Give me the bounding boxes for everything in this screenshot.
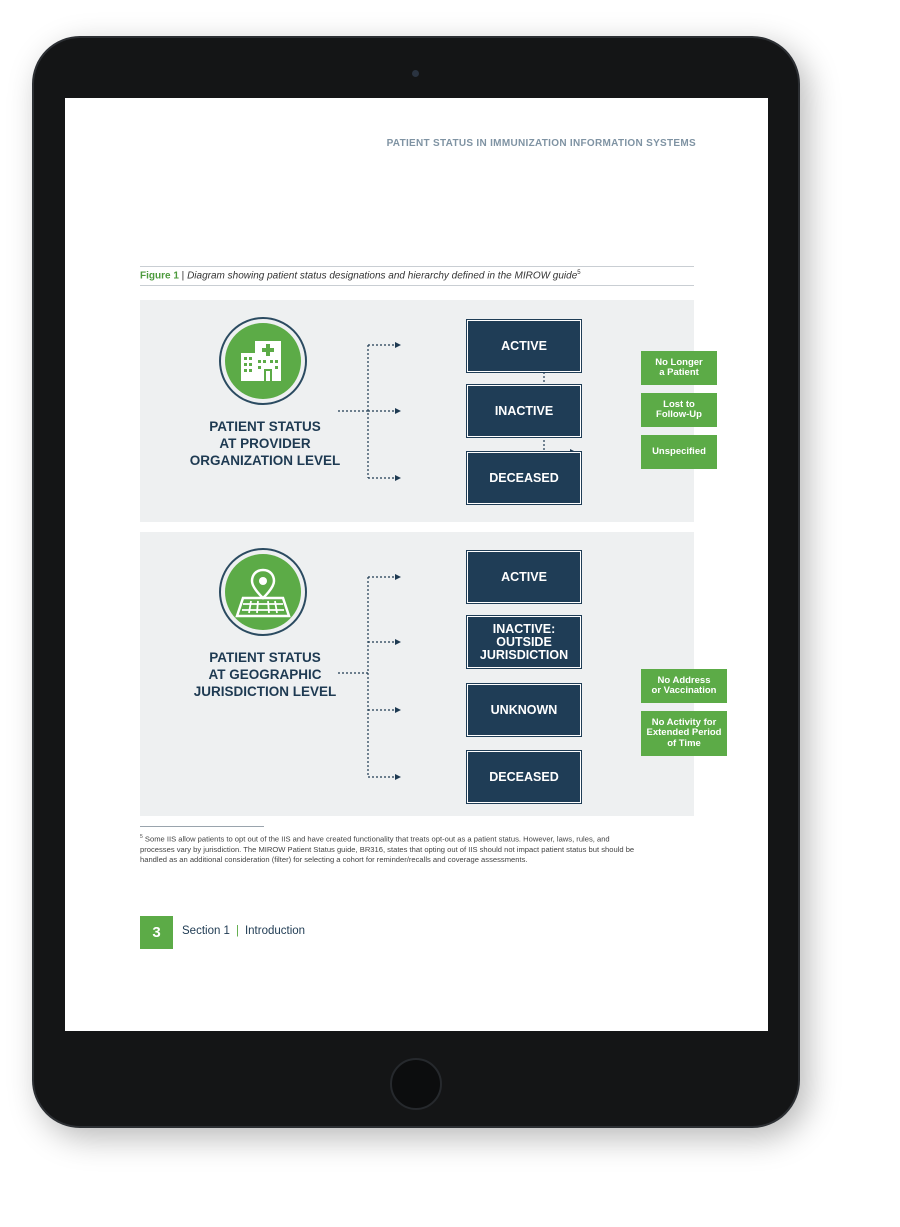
- camera-icon: [412, 70, 419, 77]
- status-unknown: UNKNOWN: [467, 684, 581, 736]
- section-label: Section 1: [182, 925, 230, 937]
- status-deceased: DECEASED: [467, 452, 581, 504]
- status-active: ACTIVE: [467, 551, 581, 603]
- caption-rule-bottom: [140, 285, 694, 286]
- geographic-connectors: [140, 532, 694, 816]
- status-active: ACTIVE: [467, 320, 581, 372]
- footnote-rule: [140, 826, 264, 827]
- chapter-label: Introduction: [244, 925, 306, 937]
- status-inactive: INACTIVE: [467, 385, 581, 437]
- reason-lost-to-follow-up: Lost to Follow-Up: [641, 393, 717, 427]
- footer-divider: |: [235, 925, 239, 937]
- figure-caption: [140, 270, 581, 281]
- status-inactive-outside-jurisdiction: INACTIVE: OUTSIDE JURISDICTION: [467, 616, 581, 668]
- figure-caption-text: Diagram showing patient status designations and hierarchy defined in the MIROW guide: [187, 270, 578, 282]
- reason-no-activity-extended-period: No Activity for Extended Period of Time: [641, 711, 727, 756]
- reason-unspecified: Unspecified: [641, 435, 717, 469]
- provider-level-panel: [140, 300, 706, 522]
- document-page: [65, 98, 768, 1031]
- page-number: 3: [140, 916, 173, 949]
- home-button[interactable]: [390, 1058, 442, 1110]
- reason-no-address-or-vaccination: No Address or Vaccination: [641, 669, 727, 703]
- caption-rule-top: [140, 266, 694, 267]
- geographic-level-panel: [140, 532, 722, 816]
- provider-level-title: PATIENT STATUS AT PROVIDER ORGANIZATION LEVEL: [189, 419, 341, 468]
- running-header: PATIENT STATUS IN IMMUNIZATION INFORMATION SYSTEMS: [386, 138, 696, 149]
- reason-no-longer-patient: No Longer a Patient: [641, 351, 717, 385]
- figure-separator: |: [178, 270, 188, 282]
- status-deceased: DECEASED: [467, 751, 581, 803]
- footnote: $^5$ Some IIS allow patients to opt out of the IIS and have created functionality that treats opt-out as a patient status. However, laws, rules, and processes vary by jurisdiction. The MIROW Patient Status guide, BR316, states that opting out of IIS should not impact patient status but should be handled as an additional consideration (filter) for selecting a cohort for reminder/recalls and coverage assessments.: [140, 834, 635, 864]
- footnote-marker: 5: [140, 834, 143, 840]
- footnote-ref: 5: [577, 270, 581, 276]
- provider-connectors: [140, 300, 694, 522]
- geographic-level-title: PATIENT STATUS AT GEOGRAPHIC JURISDICTION LEVEL: [193, 650, 337, 699]
- page-footer: [182, 925, 305, 937]
- figure-label: Figure 1: [140, 270, 179, 282]
